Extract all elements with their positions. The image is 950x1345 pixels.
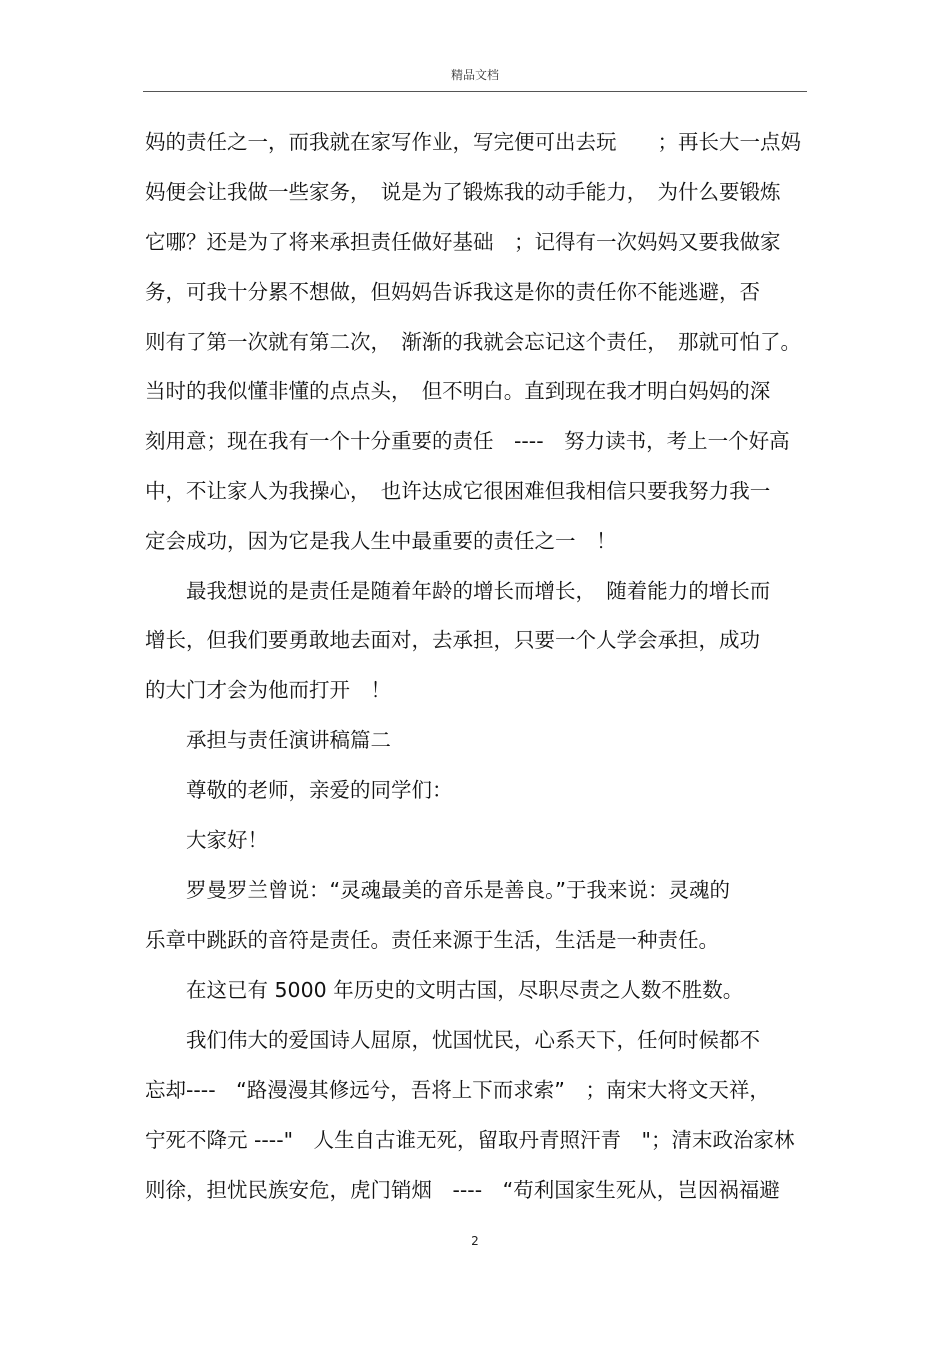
body-line: 罗曼罗兰曾说：“灵魂最美的音乐是善良。”于我来说：灵魂的	[145, 878, 730, 902]
body-line: 乐章中跳跃的音符是责任。责任来源于生活，生活是一种责任。	[145, 928, 719, 952]
body-line: 中，不让家人为我操心， 也许达成它很困难但我相信只要我努力我一	[145, 479, 771, 503]
section-heading: 承担与责任演讲稿篇二	[145, 728, 391, 752]
body-line: 则徐，担忧民族安危，虎门销烟 ---- “苟利国家生死从，岂因祸福避	[145, 1178, 780, 1202]
salutation-line: 尊敬的老师，亲爱的同学们：	[145, 778, 453, 802]
page-number: 2	[471, 1234, 479, 1248]
header-divider	[143, 91, 807, 92]
body-line: 则有了第一次就有第二次， 渐渐的我就会忘记这个责任， 那就可怕了。	[145, 330, 801, 354]
body-line: 妈的责任之一，而我就在家写作业，写完便可出去玩 ；再长大一点妈	[145, 130, 801, 154]
body-line: 宁死不降元 ----" 人生自古谁无死，留取丹青照汗青 "；清末政治家林	[145, 1128, 795, 1152]
body-line: 当时的我似懂非懂的点点头， 但不明白。直到现在我才明白妈妈的深	[145, 379, 771, 403]
body-line: 的大门才会为他而打开 ！	[145, 678, 391, 702]
body-line: 它哪？还是为了将来承担责任做好基础 ；记得有一次妈妈又要我做家	[145, 230, 781, 254]
body-line: 在这已有 5000 年历史的文明古国，尽职尽责之人数不胜数。	[145, 978, 744, 1002]
page-header-title: 精品文档	[450, 68, 499, 82]
body-line: 增长，但我们要勇敢地去面对，去承担，只要一个人学会承担，成功	[145, 628, 760, 652]
body-line: 定会成功，因为它是我人生中最重要的责任之一 ！	[145, 529, 617, 553]
body-line: 我们伟大的爱国诗人屈原，忧国忧民，心系天下，任何时候都不	[145, 1028, 760, 1052]
body-line: 最我想说的是责任是随着年龄的增长而增长， 随着能力的增长而	[145, 579, 771, 603]
body-line: 务，可我十分累不想做，但妈妈告诉我这是你的责任你不能逃避，否	[145, 280, 760, 304]
body-line: 刻用意；现在我有一个十分重要的责任 ---- 努力读书，考上一个好高	[145, 429, 790, 453]
greeting-line: 大家好！	[145, 828, 268, 852]
body-line: 妈便会让我做一些家务， 说是为了锻炼我的动手能力， 为什么要锻炼	[145, 180, 781, 204]
body-line: 忘却---- “路漫漫其修远兮，吾将上下而求索” ；南宋大将文天祥，	[145, 1078, 770, 1102]
